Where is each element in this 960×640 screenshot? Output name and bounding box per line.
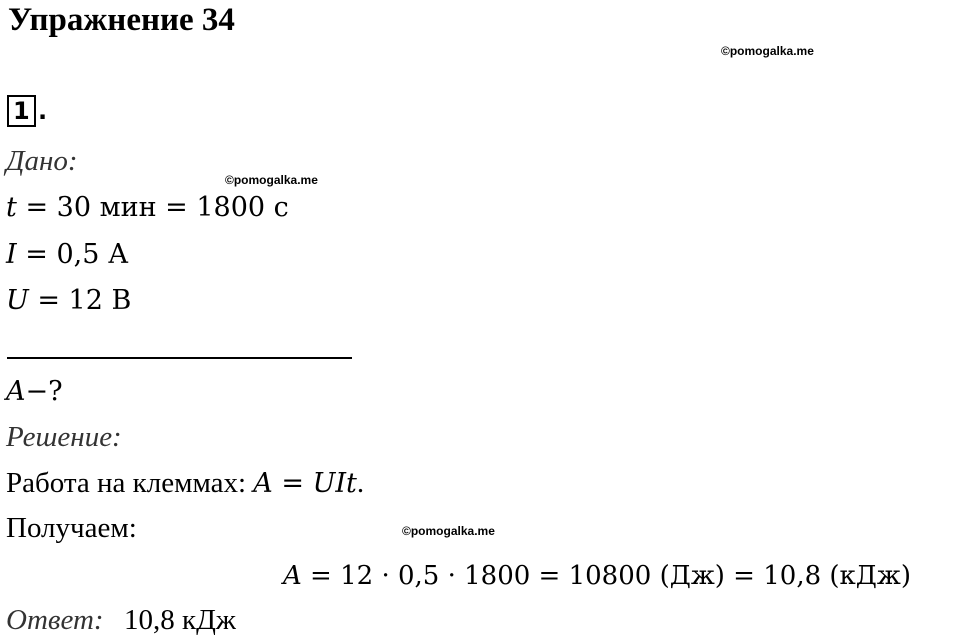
given-time-value: = 30 мин = 1800 с [16,192,289,223]
work-formula: A = UIt [253,468,357,499]
given-divider [7,357,352,359]
given-voltage-value: = 12 В [28,285,132,316]
find-line [6,375,63,409]
work-text: Работа на клеммах: [6,467,254,499]
solution-label: Решение: [6,421,122,453]
given-label: Дано: [6,145,78,177]
problem-number-suffix: . [38,97,48,125]
given-current-symbol: I [6,239,17,270]
given-voltage [6,284,131,318]
given-time [6,191,289,225]
find-rest: −? [25,376,63,407]
watermark: ©pomogalka.me [402,524,495,538]
watermark: ©pomogalka.me [225,173,318,187]
given-current [6,238,128,272]
find-symbol: A [6,376,26,407]
page-title: Упражнение 34 [8,2,235,38]
work-end: . [356,467,365,499]
answer-label: Ответ: [6,604,104,636]
obtain-text: Получаем: [6,512,137,544]
calculation-line [283,559,911,593]
given-time-symbol: t [6,192,17,223]
problem-number: 1 [13,97,30,125]
work-line [6,466,364,501]
answer-value: 10,8 кДж [124,604,236,636]
calculation-symbol: A [283,561,302,591]
given-current-value: = 0,5 А [16,239,129,270]
given-voltage-symbol: U [6,285,29,316]
calculation-rest: = 12 · 0,5 · 1800 = 10800 (Дж) = 10,8 (кДж) [301,561,911,591]
watermark: ©pomogalka.me [721,44,814,58]
